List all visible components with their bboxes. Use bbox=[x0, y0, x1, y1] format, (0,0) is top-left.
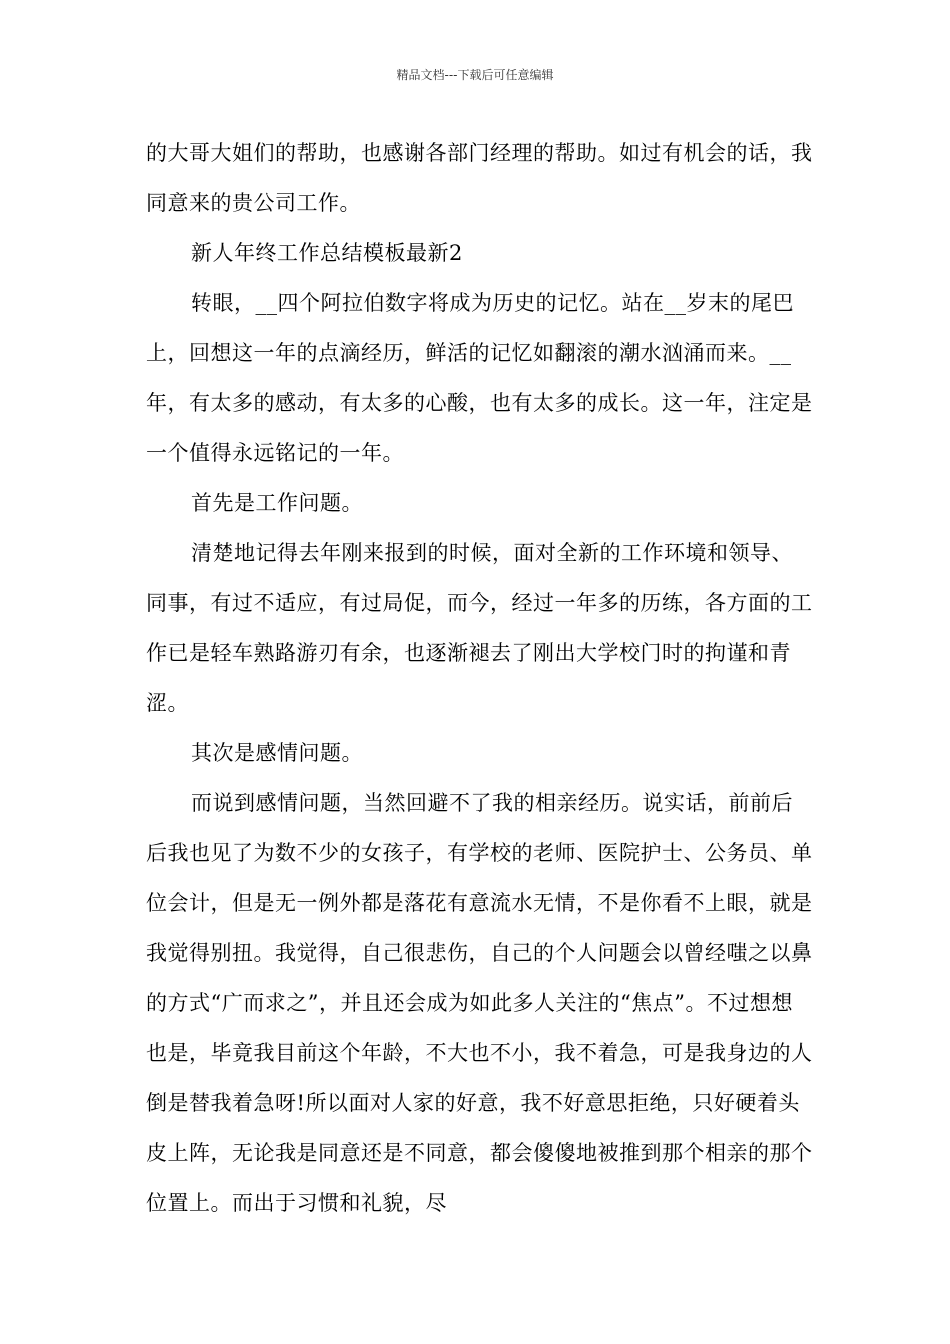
page-header: 精品文档---下载后可任意编辑 bbox=[396, 68, 554, 82]
section-heading: 新人年终工作总结模板最新2 bbox=[191, 241, 463, 265]
paragraph: 的大哥大姐们的帮助，也感谢各部门经理的帮助。如过有机会的话，我同意来的贵公司工作。 bbox=[146, 141, 813, 215]
document-body bbox=[146, 128, 814, 1228]
paragraph: 其次是感情问题。 bbox=[191, 741, 363, 765]
paragraph: 而说到感情问题，当然回避不了我的相亲经历。说实话，前前后后我也见了为数不少的女孩子，有学校的老师、医院护士、公务员、单位会计，但是无一例外都是落花有意流水无情，不是你看不上眼，就是我觉得别扭。我觉得，自己很悲伤，自己的个人问题会以曾经嗤之以鼻的方式“广而求之”，并且还会成为如此多人关注的“焦点”。不过想想也是，毕竟我目前这个年龄，不大也不小，我不着急，可是我身边的人倒是替我着急呀!所以面对人家的好意，我不好意思拒绝，只好硬着头皮上阵，无论我是同意还是不同意，都会傻傻地被推到那个相亲的那个位置上。而出于习惯和礼貌，尽 bbox=[146, 791, 813, 1215]
paragraph: 清楚地记得去年刚来报到的时候，面对全新的工作环境和领导、同事，有过不适应，有过局促，而今，经过一年多的历练，各方面的工作已是轻车熟路游刃有余，也逐渐褪去了刚出大学校门时的拘谨和青涩。 bbox=[146, 541, 813, 715]
paragraph: 转眼，__四个阿拉伯数字将成为历史的记忆。站在__岁末的尾巴上，回想这一年的点滴经历，鲜活的记忆如翻滚的潮水汹涌而来。__年，有太多的感动，有太多的心酸，也有太多的成长。这一年，注定是一个值得永远铭记的一年。 bbox=[146, 291, 813, 465]
paragraph: 首先是工作问题。 bbox=[191, 491, 363, 515]
